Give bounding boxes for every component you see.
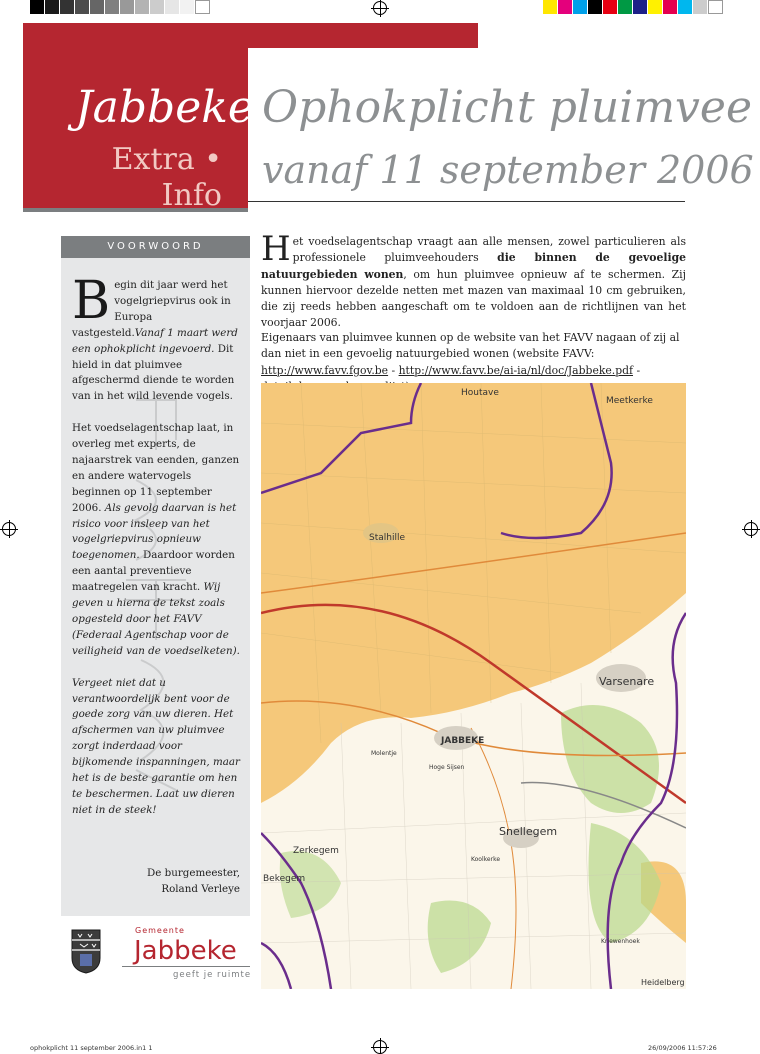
foreword-paragraph-1: [72, 271, 240, 405]
headline-line1: Ophokplicht pluimvee: [262, 82, 752, 133]
foreword-dropcap: B: [72, 271, 111, 331]
print-color-bar: [543, 0, 723, 14]
foreword-paragraph-2: [72, 421, 240, 660]
map-label-meetkerke: Meetkerke: [606, 396, 653, 406]
map-label-kriewenhoek: Kriewenhoek: [601, 938, 640, 945]
intro-bold: die binnen de gevoelige natuurgebieden wonen: [261, 251, 686, 281]
foreword-p2-start: Het voedselagentschap laat, in overleg met experts, de najaarstrek van eenden, ganzen en andere watervogels beginnen op 11 september 2006.: [72, 422, 240, 514]
map-label-heidelberg: Heidelberg: [641, 978, 685, 987]
signature-name: Roland Verleye: [161, 882, 240, 895]
website-p-start: Eigenaars van pluimvee kunnen op de website van het FAVV nagaan of zij al dan niet in een gevoelig natuurgebied wonen (website FAVV:: [261, 331, 680, 361]
headline-line2: vanaf 11 september 2006: [262, 148, 754, 192]
jabbeke-pdf-link[interactable]: http://www.favv.be/ai-ia/nl/doc/Jabbeke.pdf: [398, 363, 634, 377]
logo-gemeente: Gemeente: [135, 926, 185, 935]
map-label-houtave: Houtave: [461, 388, 499, 398]
foreword-paragraph-3: Vergeet niet dat u verantwoordelijk bent voor de goede zorg van uw dieren. Het afschermen van uw pluimvee zorgt inderdaad voor bijkomende inspanningen, maar het is de beste garantie om hen te beschermen. Laat uw dieren niet in de steek!: [72, 676, 240, 816]
foreword-p1-italic: Vanaf 1 maart werd een ophokplicht ingevoerd.: [72, 326, 238, 355]
map-label-molentje: Molentje: [371, 750, 397, 757]
logo-rule: [122, 966, 250, 967]
signature-title: De burgemeester,: [147, 867, 240, 879]
signature: [72, 866, 240, 898]
map-label-koolkerke: Koolkerke: [471, 856, 501, 863]
logo-tagline: geeft je ruimte: [173, 970, 252, 980]
brand-subtitle: Extra • Info: [111, 142, 222, 213]
registration-mark-right: [744, 522, 758, 536]
risk-area-map: [261, 383, 686, 989]
registration-mark-top: [373, 1, 387, 15]
footer-filename: ophokplicht 11 september 2006.in1 1: [30, 1044, 153, 1052]
intro-paragraph: [261, 229, 686, 332]
map-label-snellegem: Snellegem: [499, 825, 558, 838]
map-label-hoge-sijsen: Hoge Sijsen: [429, 764, 465, 771]
registration-mark-left: [2, 522, 16, 536]
masthead-strip: [248, 23, 478, 48]
foreword-p1-end: Dit hield in dat pluimvee afgeschermd diende te worden van in het wild levende vogels.: [72, 342, 235, 403]
map-label-bekegem: Bekegem: [263, 874, 306, 884]
footer-timestamp: 26/09/2006 11:57:26: [648, 1044, 717, 1052]
map-label-varsenare: Varsenare: [599, 675, 655, 688]
intro-start: et voedselagentschap vraagt aan alle mensen, zowel particulieren als professionele pluimveehouders: [292, 235, 686, 265]
map-label-jabbeke: JABBEKE: [441, 736, 485, 746]
foreword-p2-italic: Als gevolg daarvan is het risico voor insleep van het vogelgriepvirus opnieuw toegenomen.: [72, 501, 237, 562]
link-separator: -: [388, 363, 399, 377]
map-label-zerkegem: Zerkegem: [293, 846, 339, 856]
favv-link[interactable]: http://www.favv.fgov.be: [261, 363, 389, 377]
foreword-p2-end: Daardoor worden een aantal preventieve maatregelen van kracht.: [72, 549, 235, 594]
print-gray-bar: [30, 0, 210, 14]
coat-of-arms-icon: [70, 928, 102, 974]
foreword-text: [72, 271, 240, 835]
foreword-label: VOORWOORD: [61, 236, 250, 258]
foreword-p2-italic2: Wij geven u hierna de tekst zoals opgesteld door het FAVV (Federaal Agentschap voor de veiligheid van de voedselketen).: [72, 581, 240, 657]
website-p-end: -: [636, 363, 641, 377]
registration-mark-bottom: [373, 1040, 387, 1054]
foreword-p1-start: egin dit jaar werd het vogelgriepvirus ook in Europa vastgesteld.: [72, 279, 231, 339]
logo-name: Jabbeke: [134, 936, 237, 966]
header-rule: [248, 201, 685, 202]
map-label-stalhille: Stalhille: [369, 533, 405, 543]
brand-title: Jabbeke: [75, 82, 254, 133]
intro-dropcap: H: [261, 229, 291, 269]
intro-end: , om hun pluimvee opnieuw af te schermen. Zij kunnen hiervoor dezelde netten met mazen van maximaal 10 cm gebruiken, die zij reeds hebben aangeschaft om te voldoen aan de richtlijnen van het voorjaar 2006.: [261, 267, 686, 330]
